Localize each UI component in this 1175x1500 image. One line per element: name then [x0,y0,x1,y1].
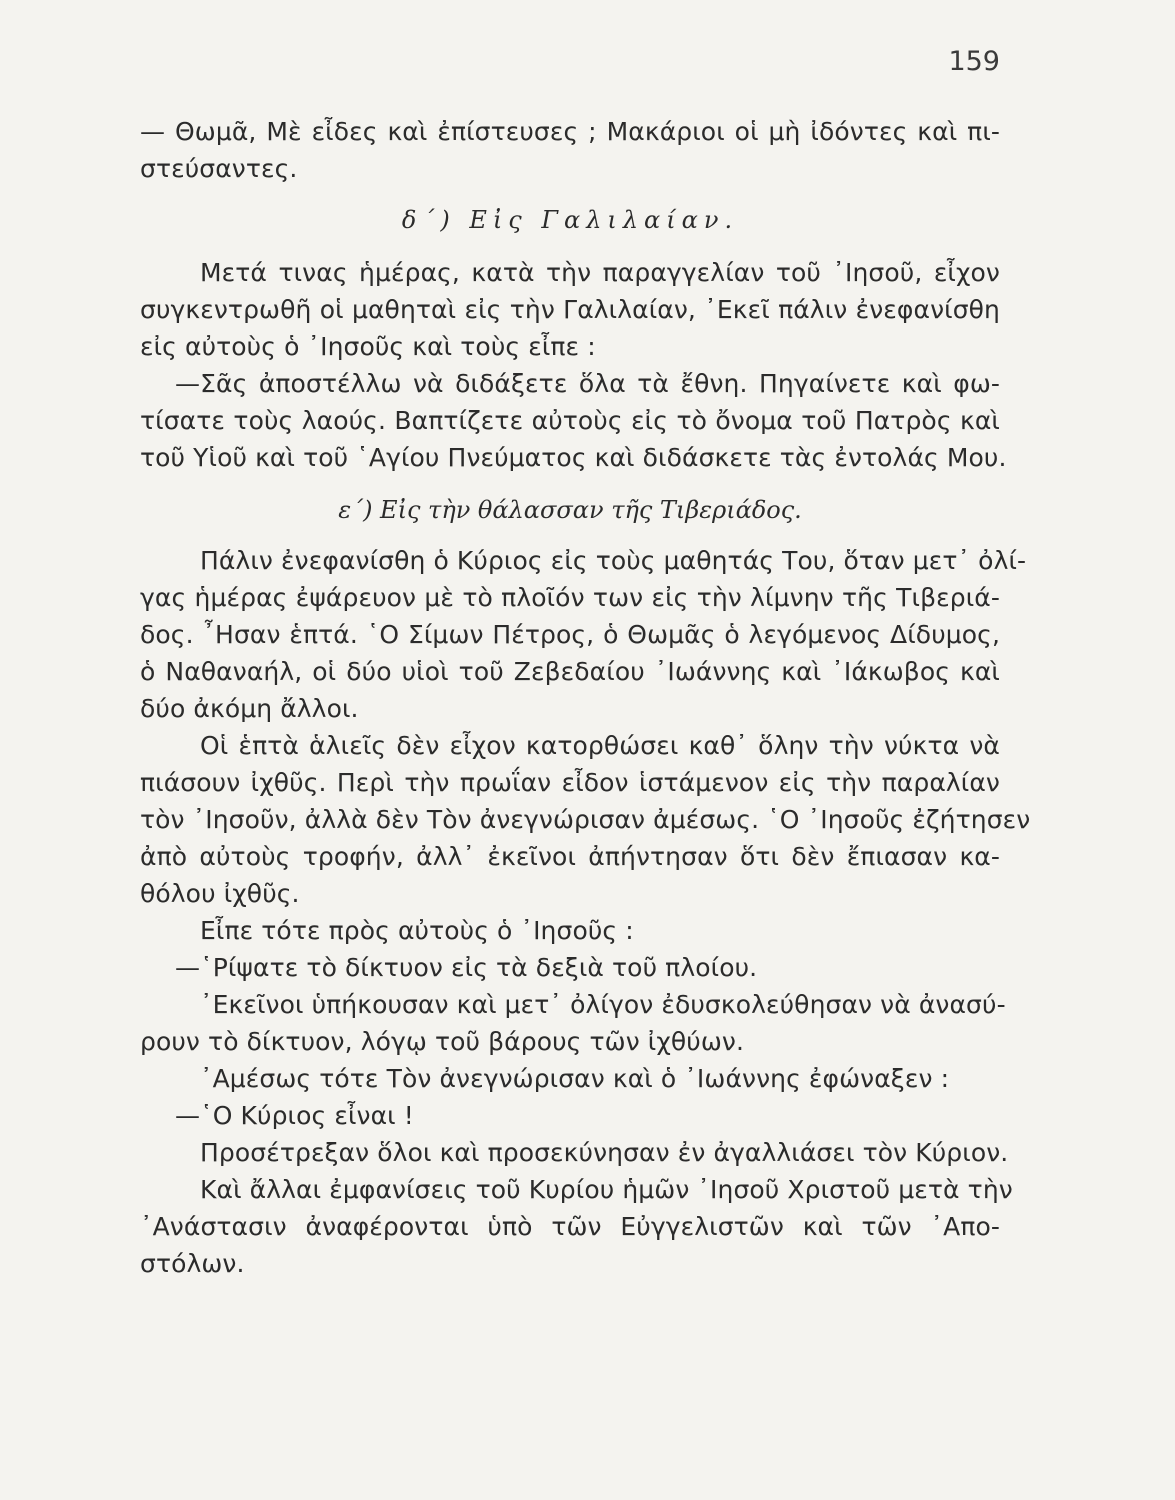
text-line: ᾿Αμέσως τότε Τὸν ἀνεγνώρισαν καὶ ὁ ᾿Ιωάννης ἐφώναξεν : [200,1064,950,1093]
text-line: — Θωμᾶ, Μὲ εἶδες καὶ ἐπίστευσες ; Μακάριοι οἱ μὴ ἰδόντες καὶ πι- [140,117,1000,146]
text-line: ἀπὸ αὐτοὺς τροφήν, ἀλλ᾿ ἐκεῖνοι ἀπήντησαν ὅτι δὲν ἔπιασαν κα- [140,842,1000,871]
text-line: πιάσουν ἰχθῦς. Περὶ τὴν πρωΐαν εἶδον ἱστάμενον εἰς τὴν παραλίαν [140,768,1000,797]
text-line: Μετά τινας ἡμέρας, κατὰ τὴν παραγγελίαν τοῦ ᾿Ιησοῦ, εἶχον [200,258,1000,287]
text-line: Πάλιν ἐνεφανίσθη ὁ Κύριος εἰς τοὺς μαθητάς Του, ὅταν μετ᾿ ὀλί- [200,546,1027,575]
text-line: —῾Ρίψατε τὸ δίκτυον εἰς τὰ δεξιὰ τοῦ πλοίου. [175,953,758,982]
section-heading-galilee: δ΄) Εἰς Γαλιλαίαν. [401,206,739,234]
text-line: εἰς αὐτοὺς ὁ ᾿Ιησοῦς καὶ τοὺς εἶπε : [140,332,596,361]
text-line: θόλου ἰχθῦς. [140,879,300,908]
text-line: ᾿Ανάστασιν ἀναφέρονται ὑπὸ τῶν Εὐγγελιστῶν καὶ τῶν ᾿Απο- [140,1212,1000,1241]
text-line: —Σᾶς ἀποστέλλω νὰ διδάξετε ὅλα τὰ ἔθνη. Πηγαίνετε καὶ φω- [175,369,1000,398]
text-line: τὸν ᾿Ιησοῦν, ἀλλὰ δὲν Τὸν ἀνεγνώρισαν ἀμέσως. ῾Ο ᾿Ιησοῦς ἐζήτησεν [140,805,1031,834]
text-line: στόλων. [140,1249,245,1278]
text-line: συγκεντρωθῆ οἱ μαθηταὶ εἰς τὴν Γαλιλαίαν, ᾿Εκεῖ πάλιν ἐνεφανίσθη [140,295,1000,324]
text-line: τίσατε τοὺς λαούς. Βαπτίζετε αὐτοὺς εἰς τὸ ὄνομα τοῦ Πατρὸς καὶ [140,406,1000,435]
text-line: Οἱ ἑπτὰ ἁλιεῖς δὲν εἶχον κατορθώσει καθ᾿ ὅλην τὴν νύκτα νὰ [200,731,1000,760]
text-line: δος. ῏Ησαν ἑπτά. ῾Ο Σίμων Πέτρος, ὁ Θωμᾶς ὁ λεγόμενος Δίδυμος, [140,620,1000,649]
page-number: 159 [948,46,1000,77]
text-line: —῾Ο Κύριος εἶναι ! [175,1101,414,1130]
text-line: γας ἡμέρας ἐψάρευον μὲ τὸ πλοῖόν των εἰς τὴν λίμνην τῆς Τιβεριά- [140,583,1000,612]
text-line: Προσέτρεξαν ὅλοι καὶ προσεκύνησαν ἐν ἀγαλλιάσει τὸν Κύριον. [200,1138,1009,1167]
text-line: Καὶ ἄλλαι ἐμφανίσεις τοῦ Κυρίου ἡμῶν ᾿Ιησοῦ Χριστοῦ μετὰ τὴν [200,1175,1013,1204]
section-heading-tiberias: ε΄) Εἰς τὴν θάλασσαν τῆς Τιβεριάδος. [338,496,802,524]
text-line: στεύσαντες. [140,154,298,183]
text-line: τοῦ Υἱοῦ καὶ τοῦ ῾Αγίου Πνεύματος καὶ διδάσκετε τὰς ἐντολάς Μου. [140,443,1007,472]
text-line: Εἶπε τότε πρὸς αὐτοὺς ὁ ᾿Ιησοῦς : [200,916,634,945]
text-line: ρουν τὸ δίκτυον, λόγῳ τοῦ βάρους τῶν ἰχθύων. [140,1027,745,1056]
text-line: ᾿Εκεῖνοι ὑπήκουσαν καὶ μετ᾿ ὀλίγον ἐδυσκολεύθησαν νὰ ἀνασύ- [200,990,1006,1019]
text-line: δύο ἀκόμη ἄλλοι. [140,694,359,723]
text-line: ὁ Ναθαναήλ, οἱ δύο υἱοὶ τοῦ Ζεβεδαίου ᾿Ιωάννης καὶ ᾿Ιάκωβος καὶ [140,657,1000,686]
